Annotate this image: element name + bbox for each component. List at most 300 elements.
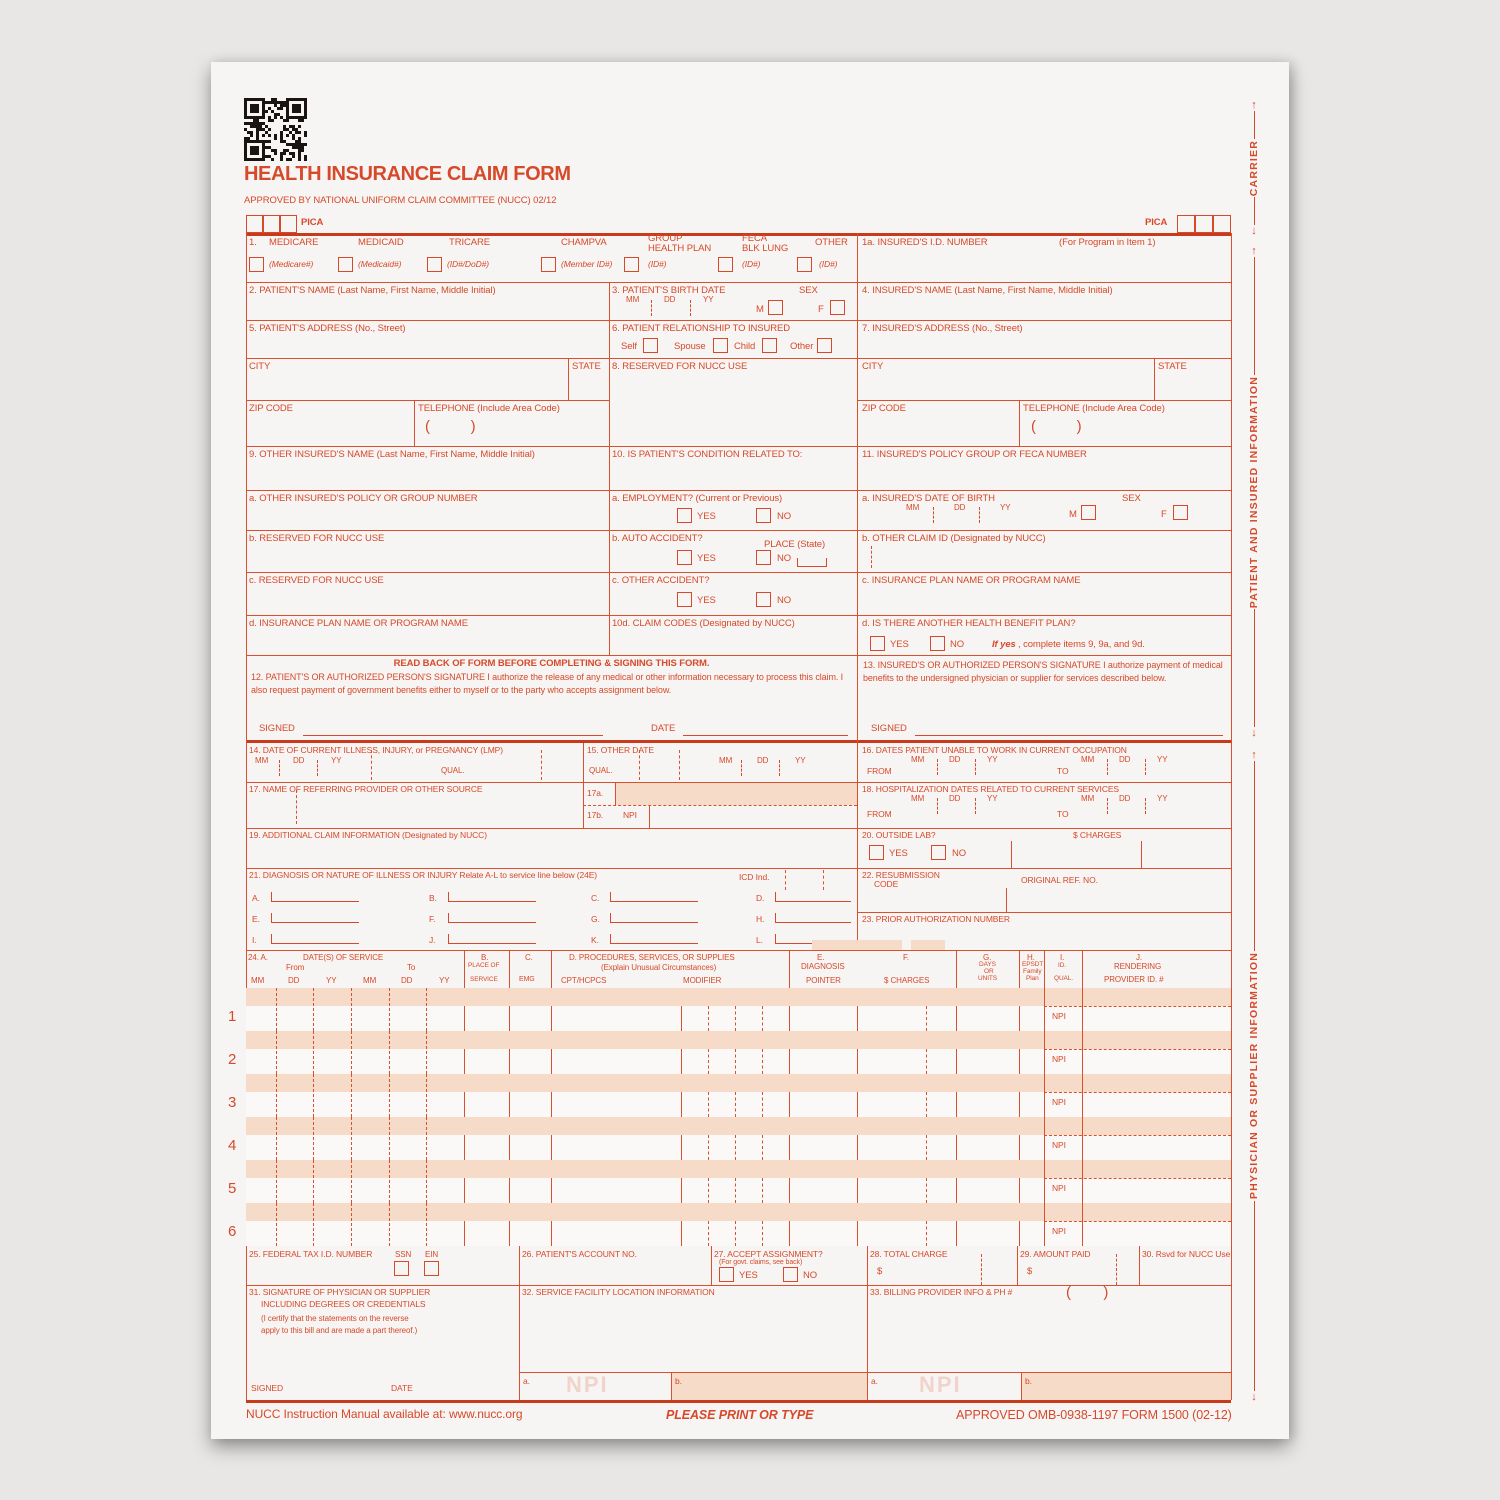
box33b-label: b. bbox=[1025, 1376, 1032, 1386]
service-line-row[interactable] bbox=[228, 1160, 1231, 1203]
box1-tricare-sub: (ID#/DoD#) bbox=[447, 259, 489, 269]
service-line-number: 2 bbox=[228, 1051, 237, 1068]
service-line-number: 1 bbox=[228, 1008, 237, 1025]
box10-label: 10. IS PATIENT'S CONDITION RELATED TO: bbox=[612, 449, 803, 460]
checkbox-other-accident-no[interactable] bbox=[756, 592, 771, 607]
form-approved-line: APPROVED BY NATIONAL UNIFORM CLAIM COMMITTEE (NUCC) 02/12 bbox=[244, 195, 557, 206]
npi-label: NPI bbox=[1052, 1011, 1066, 1021]
box24g-label2: DAYS bbox=[979, 961, 996, 968]
grid-line bbox=[389, 988, 390, 1031]
box14-label: 14. DATE OF CURRENT ILLNESS, INJURY, or PREGNANCY (LMP) bbox=[249, 745, 503, 755]
grid-line bbox=[426, 1203, 427, 1246]
mm-label: MM bbox=[911, 794, 925, 803]
city-label: CITY bbox=[862, 361, 884, 372]
box25-label: 25. FEDERAL TAX I.D. NUMBER bbox=[249, 1249, 373, 1259]
grid-line bbox=[519, 1246, 520, 1400]
checkbox-outside-lab-no[interactable] bbox=[931, 845, 946, 860]
cpt-label: CPT/HCPCS bbox=[561, 976, 607, 985]
service-line-cells bbox=[246, 1006, 1231, 1031]
grid-line bbox=[246, 828, 1231, 829]
dd-label: DD bbox=[757, 756, 769, 765]
grid-line bbox=[1044, 1221, 1231, 1222]
box24j-label: J. bbox=[1136, 953, 1143, 962]
grid-line bbox=[389, 1074, 390, 1117]
box1-group-label2: HEALTH PLAN bbox=[648, 243, 712, 254]
no-label: NO bbox=[952, 848, 967, 859]
ssn-label: SSN bbox=[395, 1250, 412, 1259]
self-label: Self bbox=[621, 341, 637, 352]
grid-line bbox=[426, 1160, 427, 1203]
grid-line bbox=[956, 1221, 957, 1246]
pica-label-right: PICA bbox=[1145, 217, 1168, 228]
patient-signature-line[interactable] bbox=[303, 735, 603, 736]
box24i-label: I. bbox=[1060, 953, 1065, 962]
box8-label: 8. RESERVED FOR NUCC USE bbox=[612, 361, 748, 372]
box9b-label: b. RESERVED FOR NUCC USE bbox=[249, 533, 385, 544]
box17a-field[interactable] bbox=[616, 783, 857, 805]
qual-label: QUAL. bbox=[589, 766, 613, 775]
grid-line bbox=[276, 1117, 277, 1160]
ifyes-rest: , complete items 9, 9a, and 9d. bbox=[1018, 639, 1145, 650]
mm-label: MM bbox=[1081, 794, 1095, 803]
grid-line bbox=[583, 743, 584, 828]
ifyes-label: If yes bbox=[992, 639, 1016, 650]
grid-line bbox=[351, 1031, 352, 1074]
arrow-shaft bbox=[1254, 257, 1255, 375]
yy-label: YY bbox=[1000, 503, 1011, 512]
qual-label: QUAL. bbox=[441, 766, 465, 775]
box1-champva-label: CHAMPVA bbox=[561, 237, 607, 248]
checkbox-another-plan-yes[interactable] bbox=[870, 636, 885, 651]
dx-letter: E. bbox=[252, 914, 260, 924]
grid-line bbox=[956, 950, 957, 988]
patient-insured-sidebar bbox=[1241, 246, 1267, 738]
grid-line bbox=[1044, 1178, 1231, 1179]
box29-label: 29. AMOUNT PAID bbox=[1020, 1249, 1091, 1259]
grid-line bbox=[857, 1135, 858, 1160]
box24h-label: H. bbox=[1027, 953, 1035, 962]
grid-line bbox=[276, 1074, 277, 1117]
grid-line bbox=[1019, 400, 1020, 446]
dx-letter: B. bbox=[429, 893, 437, 903]
box1-group-label1: GROUP bbox=[648, 233, 683, 244]
box22-label: 22. RESUBMISSION bbox=[862, 870, 940, 880]
grid-line bbox=[313, 1160, 314, 1203]
female-label: F bbox=[1161, 509, 1167, 520]
telephone-label: TELEPHONE (Include Area Code) bbox=[418, 403, 560, 414]
yy-label: YY bbox=[987, 794, 998, 803]
grid-line bbox=[789, 1006, 790, 1031]
grid-line bbox=[857, 1221, 858, 1246]
arrow-shaft bbox=[1254, 761, 1255, 951]
dd-label: DD bbox=[293, 756, 305, 765]
box1-feca-label1: FECA bbox=[742, 233, 767, 244]
box26-label: 26. PATIENT'S ACCOUNT NO. bbox=[522, 1249, 637, 1259]
telephone-parens: ( ) bbox=[425, 418, 476, 435]
box1-tricare-label: TRICARE bbox=[449, 237, 490, 248]
grid-line bbox=[1017, 1246, 1018, 1285]
yes-label: YES bbox=[697, 511, 716, 522]
checkbox-employment-yes[interactable] bbox=[677, 508, 692, 523]
grid-line bbox=[1019, 950, 1020, 988]
dx-letter: L. bbox=[756, 935, 763, 945]
grid-line bbox=[1019, 1092, 1020, 1117]
checkbox-auto-accident-no[interactable] bbox=[756, 550, 771, 565]
date-separator-tick bbox=[933, 507, 934, 523]
grid-line bbox=[981, 1254, 982, 1285]
date-separator-tick bbox=[937, 798, 938, 814]
grid-line bbox=[246, 490, 1231, 491]
yy-label: YY bbox=[439, 976, 450, 985]
box1a-note: (For Program in Item 1) bbox=[1059, 237, 1156, 248]
grid-line bbox=[639, 750, 640, 780]
grid-line bbox=[1044, 950, 1045, 988]
grid-line bbox=[246, 446, 1231, 447]
box32b-field[interactable] bbox=[672, 1373, 867, 1400]
box32a-label: a. bbox=[523, 1376, 530, 1386]
grid-line bbox=[296, 790, 297, 824]
mm-label: MM bbox=[626, 295, 640, 304]
state-label: STATE bbox=[572, 361, 601, 372]
checkbox-insured-sex-male[interactable] bbox=[1081, 505, 1096, 520]
checkbox-outside-lab-yes[interactable] bbox=[869, 845, 884, 860]
grid-line bbox=[246, 615, 1231, 616]
supplemental-shaded-band bbox=[246, 1074, 1231, 1092]
grid-line bbox=[1044, 1160, 1045, 1203]
grid-line bbox=[649, 805, 650, 828]
grid-line bbox=[926, 1049, 927, 1074]
physician-supplier-label: PHYSICIAN OR SUPPLIER INFORMATION bbox=[1248, 952, 1260, 1200]
checkbox-ein[interactable] bbox=[424, 1261, 439, 1276]
grid-line bbox=[313, 1074, 314, 1117]
dx-letter: C. bbox=[591, 893, 600, 903]
checkbox-relationship-child[interactable] bbox=[762, 338, 777, 353]
grid-line bbox=[1082, 1160, 1083, 1203]
grid-line bbox=[1116, 1254, 1117, 1285]
checkbox-other[interactable] bbox=[797, 257, 812, 272]
place-state-field[interactable] bbox=[797, 558, 827, 567]
to-label: TO bbox=[1057, 809, 1069, 819]
checkbox-accept-assignment-no[interactable] bbox=[783, 1267, 798, 1282]
grid-line bbox=[464, 1006, 465, 1031]
checkbox-accept-assignment-yes[interactable] bbox=[719, 1267, 734, 1282]
npi-label: NPI bbox=[1052, 1097, 1066, 1107]
npi-watermark: NPI bbox=[919, 1372, 962, 1397]
grid-line bbox=[1011, 841, 1012, 868]
grid-line bbox=[956, 1006, 957, 1031]
box24j-label3: PROVIDER ID. # bbox=[1104, 975, 1164, 984]
zip-label: ZIP CODE bbox=[862, 403, 906, 414]
yy-label: YY bbox=[795, 756, 806, 765]
grid-line bbox=[857, 233, 858, 950]
checkbox-relationship-self[interactable] bbox=[643, 338, 658, 353]
no-label: NO bbox=[777, 553, 792, 564]
box20-label: 20. OUTSIDE LAB? bbox=[862, 830, 936, 840]
dd-label: DD bbox=[664, 295, 676, 304]
no-label: NO bbox=[803, 1270, 818, 1281]
grid-line bbox=[867, 1246, 868, 1400]
arrow-shaft bbox=[1254, 111, 1255, 139]
box1-feca-sub: (ID#) bbox=[742, 259, 761, 269]
grid-line bbox=[926, 1178, 927, 1203]
box32-label: 32. SERVICE FACILITY LOCATION INFORMATION bbox=[522, 1287, 715, 1297]
box9a-label: a. OTHER INSURED'S POLICY OR GROUP NUMBER bbox=[249, 493, 478, 504]
checkbox-auto-accident-yes[interactable] bbox=[677, 550, 692, 565]
checkbox-sex-male[interactable] bbox=[768, 300, 783, 315]
grid-line bbox=[1139, 1246, 1140, 1285]
grid-line bbox=[541, 750, 542, 780]
box24-from: From bbox=[286, 963, 305, 972]
box11b-label: b. OTHER CLAIM ID (Designated by NUCC) bbox=[862, 533, 1046, 544]
box31-label2: INCLUDING DEGREES OR CREDENTIALS bbox=[261, 1299, 426, 1309]
yes-label: YES bbox=[890, 639, 909, 650]
supplemental-shaded-band bbox=[246, 1117, 1231, 1135]
date-separator-tick bbox=[779, 760, 780, 776]
grid-line bbox=[926, 1006, 927, 1031]
dd-label: DD bbox=[288, 976, 300, 985]
checkbox-medicaid[interactable] bbox=[338, 257, 353, 272]
insured-signature-line[interactable] bbox=[915, 735, 1223, 736]
box10a-label: a. EMPLOYMENT? (Current or Previous) bbox=[612, 493, 783, 504]
date-separator-tick bbox=[1145, 759, 1146, 775]
other-label: Other bbox=[790, 341, 814, 352]
box33a-label: a. bbox=[871, 1376, 878, 1386]
checkbox-sex-female[interactable] bbox=[830, 300, 845, 315]
box33b-field[interactable] bbox=[1022, 1373, 1231, 1400]
grid-line bbox=[426, 1117, 427, 1160]
grid-line bbox=[1044, 1135, 1231, 1136]
box15-label: 15. OTHER DATE bbox=[587, 745, 654, 755]
grid-line bbox=[857, 400, 1231, 401]
date-separator-tick bbox=[279, 760, 280, 776]
checkbox-medicare[interactable] bbox=[249, 257, 264, 272]
box21-label: 21. DIAGNOSIS OR NATURE OF ILLNESS OR INJURY Relate A-L to service line below (24E) bbox=[249, 870, 598, 880]
grid-line bbox=[246, 320, 1231, 321]
grid-line bbox=[1044, 1092, 1231, 1093]
date-separator-tick bbox=[1107, 759, 1108, 775]
grid-line bbox=[313, 988, 314, 1031]
box3-label: 3. PATIENT'S BIRTH DATE bbox=[612, 285, 726, 296]
box17b-label: 17b. bbox=[587, 810, 604, 820]
arrow-down-icon: ↓ bbox=[1251, 1391, 1257, 1403]
footer-print-or-type: PLEASE PRINT OR TYPE bbox=[666, 1408, 814, 1422]
box11a-label: a. INSURED'S DATE OF BIRTH bbox=[862, 493, 995, 504]
checkbox-another-plan-no[interactable] bbox=[930, 636, 945, 651]
box24f-label: F. bbox=[903, 953, 910, 962]
service-line-number: 6 bbox=[228, 1223, 237, 1240]
box1a-label: 1a. INSURED'S I.D. NUMBER bbox=[862, 237, 988, 248]
box17a-label: 17a. bbox=[587, 788, 604, 798]
box31-label3: (I certify that the statements on the reverse bbox=[261, 1314, 409, 1323]
section-divider-bar bbox=[246, 740, 1231, 743]
box1-medicaid-sub: (Medicaid#) bbox=[358, 259, 402, 269]
box1-medicare-label: MEDICARE bbox=[269, 237, 319, 248]
yy-label: YY bbox=[326, 976, 337, 985]
grid-line bbox=[1082, 1117, 1083, 1160]
grid-line bbox=[509, 950, 510, 988]
grid-line bbox=[679, 750, 680, 780]
grid-line bbox=[1082, 988, 1083, 1031]
grid-line bbox=[464, 1049, 465, 1074]
checkbox-relationship-other[interactable] bbox=[817, 338, 832, 353]
box22-code-label: CODE bbox=[874, 879, 899, 889]
grid-line bbox=[735, 1006, 736, 1031]
box9d-label: d. INSURANCE PLAN NAME OR PROGRAM NAME bbox=[249, 618, 468, 629]
grid-line bbox=[762, 1006, 763, 1031]
service-line-row[interactable] bbox=[228, 1031, 1231, 1074]
diagnosis-underline bbox=[610, 892, 698, 902]
diagnosis-underline bbox=[775, 892, 851, 902]
date-separator-tick bbox=[1145, 798, 1146, 814]
grid-line bbox=[1231, 233, 1232, 1400]
checkbox-group-health-plan[interactable] bbox=[624, 257, 639, 272]
grid-line bbox=[371, 750, 372, 780]
grid-line bbox=[956, 1092, 957, 1117]
grid-line bbox=[389, 1117, 390, 1160]
grid-line bbox=[1141, 841, 1142, 868]
grid-line bbox=[464, 1092, 465, 1117]
dx-letter: I. bbox=[252, 935, 257, 945]
mm-label: MM bbox=[1081, 755, 1095, 764]
checkbox-ssn[interactable] bbox=[394, 1261, 409, 1276]
date-separator-tick bbox=[979, 507, 980, 523]
grid-line bbox=[762, 1135, 763, 1160]
date-separator-tick bbox=[975, 759, 976, 775]
grid-line bbox=[246, 400, 609, 401]
box1-champva-sub: (Member ID#) bbox=[561, 259, 613, 269]
date-label: DATE bbox=[391, 1383, 413, 1393]
service-line-row[interactable] bbox=[228, 1203, 1231, 1246]
arrow-down-icon: ↓ bbox=[1251, 727, 1257, 740]
grid-line bbox=[1019, 1221, 1020, 1246]
arrow-up-icon: ↑ bbox=[1251, 749, 1257, 761]
grid-line bbox=[735, 1135, 736, 1160]
yy-label: YY bbox=[1157, 794, 1168, 803]
checkbox-other-accident-yes[interactable] bbox=[677, 592, 692, 607]
grid-line bbox=[857, 1178, 858, 1203]
date-separator-tick bbox=[690, 300, 691, 316]
city-label: CITY bbox=[249, 361, 271, 372]
box24d-label2: (Explain Unusual Circumstances) bbox=[601, 963, 717, 972]
grid-line bbox=[1019, 1135, 1020, 1160]
grid-line bbox=[246, 950, 1231, 951]
grid-line bbox=[1082, 950, 1083, 988]
grid-line bbox=[1044, 1074, 1045, 1117]
box23-label: 23. PRIOR AUTHORIZATION NUMBER bbox=[862, 914, 1010, 924]
box24e-label: E. bbox=[817, 953, 825, 962]
grid-line bbox=[857, 1049, 858, 1074]
box5-label: 5. PATIENT'S ADDRESS (No., Street) bbox=[249, 323, 406, 334]
checkbox-insured-sex-female[interactable] bbox=[1173, 505, 1188, 520]
grid-line bbox=[351, 1160, 352, 1203]
box31-label4: apply to this bill and are made a part thereof.) bbox=[261, 1326, 418, 1335]
box9-label: 9. OTHER INSURED'S NAME (Last Name, First Name, Middle Initial) bbox=[249, 449, 535, 460]
grid-line bbox=[762, 1221, 763, 1246]
date-separator-tick bbox=[741, 760, 742, 776]
claim-form-page bbox=[211, 62, 1289, 1439]
grid-line bbox=[464, 950, 465, 988]
grid-line bbox=[762, 1049, 763, 1074]
service-line-row[interactable] bbox=[228, 988, 1231, 1031]
diagnosis-underline bbox=[610, 913, 698, 923]
grid-line bbox=[1044, 1031, 1045, 1074]
grid-line bbox=[711, 1246, 712, 1285]
box6-label: 6. PATIENT RELATIONSHIP TO INSURED bbox=[612, 323, 791, 334]
box32b-label: b. bbox=[675, 1376, 682, 1386]
sex-label: SEX bbox=[1122, 493, 1141, 504]
dd-label: DD bbox=[401, 976, 413, 985]
grid-line bbox=[956, 1178, 957, 1203]
modifier-label: MODIFIER bbox=[683, 976, 722, 985]
supplemental-shaded-band bbox=[246, 1031, 1231, 1049]
npi-label: NPI bbox=[1052, 1226, 1066, 1236]
box11-label: 11. INSURED'S POLICY GROUP OR FECA NUMBER bbox=[862, 449, 1087, 460]
grid-line bbox=[414, 400, 415, 446]
box24i-label2: ID. bbox=[1058, 962, 1067, 969]
service-line-row[interactable] bbox=[228, 1074, 1231, 1117]
grid-line bbox=[351, 1203, 352, 1246]
box1-medicaid-label: MEDICAID bbox=[358, 237, 404, 248]
box1-medicare-sub: (Medicare#) bbox=[269, 259, 314, 269]
yes-label: YES bbox=[697, 595, 716, 606]
grid-line bbox=[1019, 1178, 1020, 1203]
dx-letter: D. bbox=[756, 893, 765, 903]
patient-signature-date-line[interactable] bbox=[683, 735, 848, 736]
grid-line bbox=[1082, 1203, 1083, 1246]
service-line-row[interactable] bbox=[228, 1117, 1231, 1160]
box27-label: 27. ACCEPT ASSIGNMENT? bbox=[714, 1249, 823, 1259]
phone-parens: ( ) bbox=[1066, 1284, 1109, 1301]
checkbox-employment-no[interactable] bbox=[756, 508, 771, 523]
grid-line bbox=[857, 912, 1231, 913]
grid-line bbox=[389, 1031, 390, 1074]
checkbox-relationship-spouse[interactable] bbox=[713, 338, 728, 353]
box1-group-sub: (ID#) bbox=[648, 259, 667, 269]
checkbox-champva[interactable] bbox=[541, 257, 556, 272]
box31-label1: 31. SIGNATURE OF PHYSICIAN OR SUPPLIER bbox=[249, 1287, 431, 1297]
grid-line bbox=[313, 1203, 314, 1246]
grid-line bbox=[708, 1006, 709, 1031]
grid-line bbox=[857, 1006, 858, 1031]
date-separator-tick bbox=[317, 760, 318, 776]
box24-to: To bbox=[407, 963, 416, 972]
grid-line bbox=[789, 1092, 790, 1117]
grid-line bbox=[389, 1160, 390, 1203]
dx-letter: F. bbox=[429, 914, 436, 924]
date-separator-tick bbox=[975, 798, 976, 814]
grid-line bbox=[789, 1178, 790, 1203]
checkbox-feca-blk-lung[interactable] bbox=[718, 257, 733, 272]
dx-letter: H. bbox=[756, 914, 765, 924]
grid-line bbox=[735, 1092, 736, 1117]
box1-other-label: OTHER bbox=[815, 237, 848, 248]
npi-label: NPI bbox=[1052, 1183, 1066, 1193]
yes-label: YES bbox=[889, 848, 908, 859]
arrow-shaft bbox=[1254, 1201, 1255, 1391]
from-label: FROM bbox=[867, 766, 892, 776]
grid-line bbox=[1082, 1031, 1083, 1074]
dd-label: DD bbox=[949, 755, 961, 764]
mm-label: MM bbox=[906, 503, 920, 512]
dx-letter: A. bbox=[252, 893, 260, 903]
grid-line bbox=[681, 1049, 682, 1074]
checkbox-tricare[interactable] bbox=[427, 257, 442, 272]
grid-line bbox=[246, 572, 1231, 573]
grid-line bbox=[681, 1221, 682, 1246]
grid-line bbox=[509, 1178, 510, 1203]
grid-line bbox=[351, 1074, 352, 1117]
box24h-label3: Family bbox=[1023, 968, 1042, 975]
